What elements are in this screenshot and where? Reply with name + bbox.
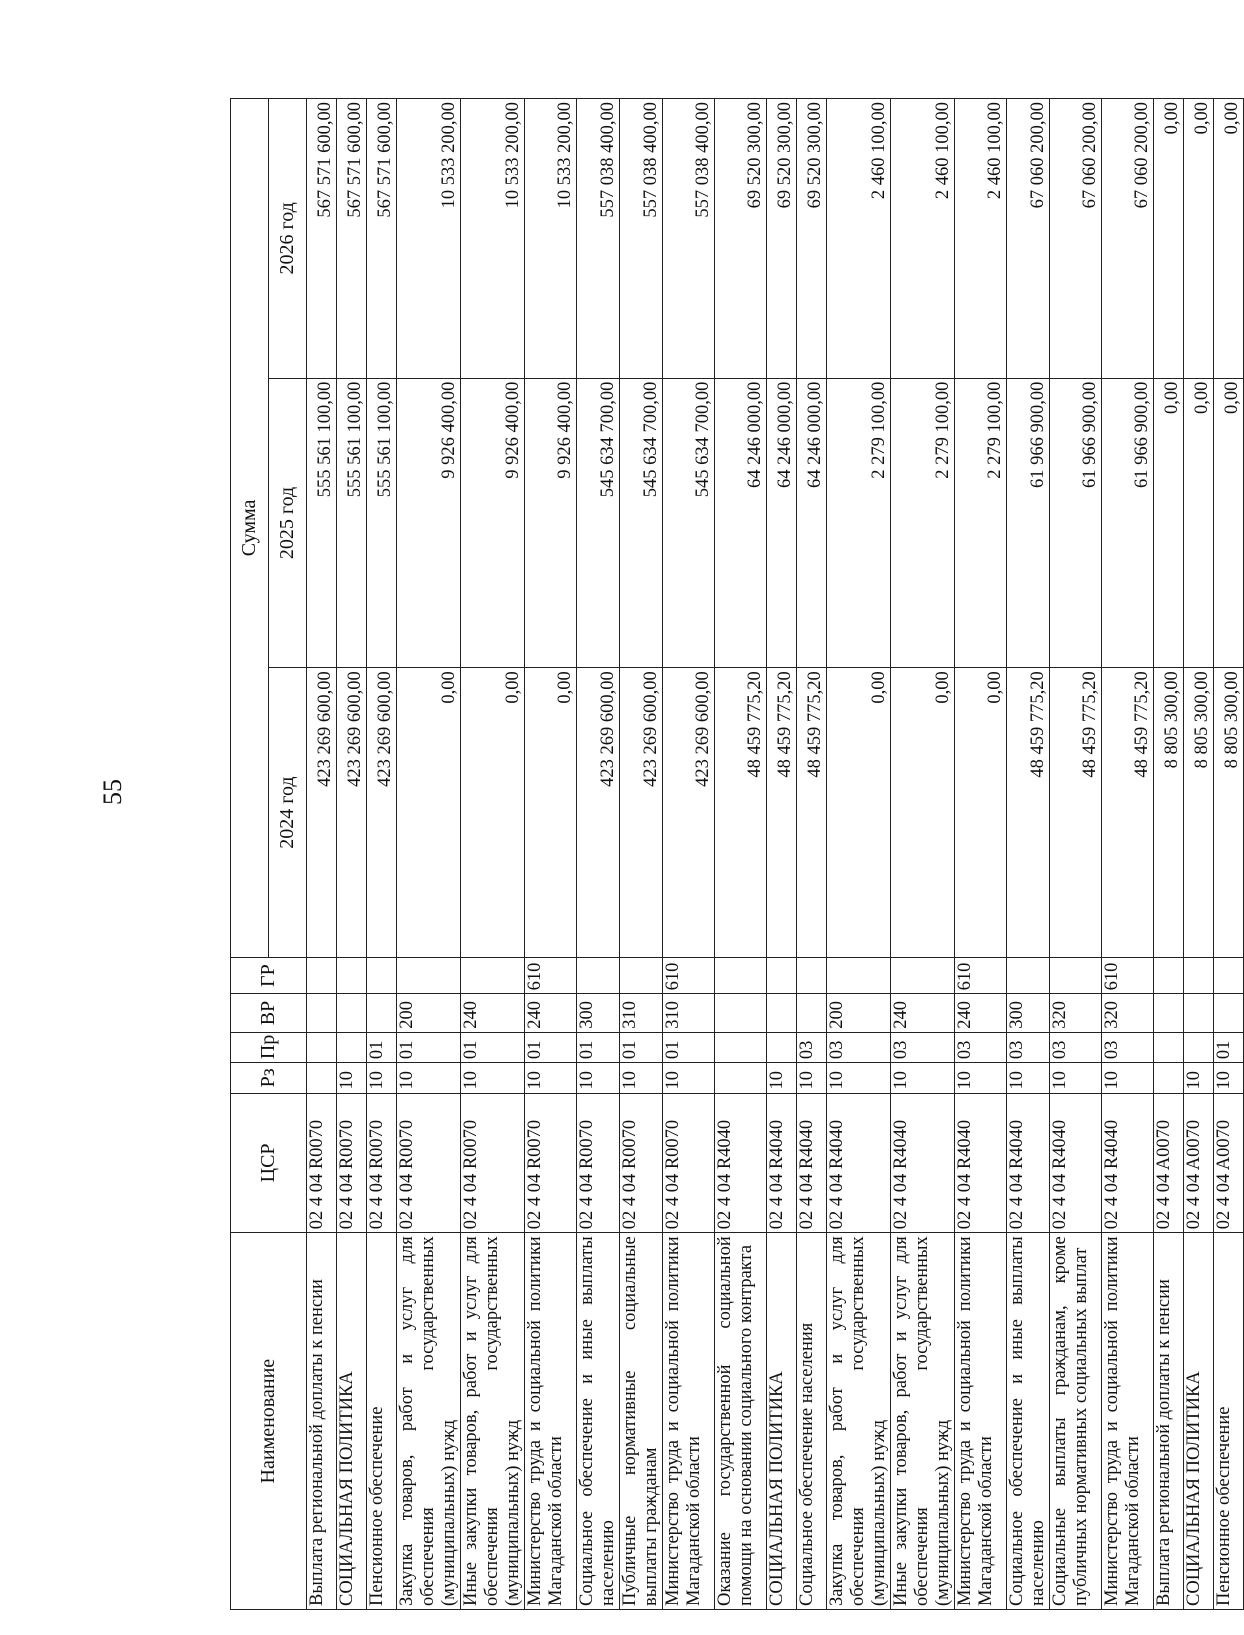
row-rz-cell: 10 — [1102, 1063, 1154, 1093]
row-vr-cell: 240 — [891, 994, 955, 1032]
row-vr-cell: 200 — [827, 994, 891, 1032]
row-vr-cell: 300 — [1007, 994, 1050, 1032]
row-2026-cell: 67 060 200,00 — [1007, 99, 1050, 379]
budget-table-container — [230, 98, 1242, 1610]
row-gr-cell — [620, 957, 663, 993]
row-2026-cell: 567 571 600,00 — [337, 99, 367, 379]
row-gr-cell — [367, 957, 397, 993]
row-rz-cell: 10 — [461, 1063, 525, 1093]
row-name-cell: Выплата региональной доплаты к пенсии — [307, 1233, 337, 1610]
row-csr-cell: 02 4 04 R0070 — [577, 1093, 620, 1233]
row-2026-cell: 69 520 300,00 — [715, 99, 767, 379]
row-csr-cell: 02 4 04 R0070 — [367, 1093, 397, 1233]
row-name-cell: Социальное обеспечение и иные выплаты населению — [577, 1233, 620, 1610]
row-2025-cell: 64 246 000,00 — [715, 378, 767, 668]
header-year-2025: 2025 год — [269, 378, 307, 668]
row-2024-cell: 48 459 775,20 — [1007, 668, 1050, 958]
row-csr-cell: 02 4 04 A0070 — [1154, 1093, 1184, 1233]
row-csr-cell: 02 4 04 R4040 — [715, 1093, 767, 1233]
row-vr-cell: 200 — [397, 994, 461, 1032]
row-vr-cell: 310 — [663, 994, 715, 1032]
table-row — [620, 99, 663, 1610]
row-name-cell: СОЦИАЛЬНАЯ ПОЛИТИКА — [337, 1233, 367, 1610]
row-2026-cell: 557 038 400,00 — [577, 99, 620, 379]
row-rz-cell: 10 — [797, 1063, 827, 1093]
row-gr-cell: 610 — [525, 957, 577, 993]
row-2025-cell: 2 279 100,00 — [827, 378, 891, 668]
row-csr-cell: 02 4 04 R0070 — [307, 1093, 337, 1233]
row-2024-cell: 0,00 — [955, 668, 1007, 958]
row-csr-cell: 02 4 04 R0070 — [525, 1093, 577, 1233]
row-2025-cell: 545 634 700,00 — [577, 378, 620, 668]
row-name-cell: Иные закупки товаров, работ и услуг для обеспечения государственных (муниципальных) нужд — [461, 1233, 525, 1610]
row-2025-cell: 61 966 900,00 — [1050, 378, 1102, 668]
header-pr: Пр — [231, 1032, 307, 1062]
row-vr-cell — [767, 994, 797, 1032]
row-gr-cell — [797, 957, 827, 993]
row-2025-cell: 64 246 000,00 — [767, 378, 797, 668]
row-2024-cell: 0,00 — [397, 668, 461, 958]
table-row — [767, 99, 797, 1610]
row-2025-cell: 0,00 — [1214, 378, 1244, 668]
table-row — [525, 99, 577, 1610]
row-name-cell: Министерство труда и социальной политики Магаданской области — [955, 1233, 1007, 1610]
row-2025-cell: 9 926 400,00 — [525, 378, 577, 668]
row-2025-cell: 545 634 700,00 — [620, 378, 663, 668]
row-pr-cell: 03 — [1102, 1032, 1154, 1062]
table-row — [663, 99, 715, 1610]
table-row — [891, 99, 955, 1610]
row-rz-cell: 10 — [367, 1063, 397, 1093]
row-2026-cell: 2 460 100,00 — [891, 99, 955, 379]
row-rz-cell: 10 — [397, 1063, 461, 1093]
row-2026-cell: 10 533 200,00 — [461, 99, 525, 379]
row-rz-cell — [307, 1063, 337, 1093]
row-2026-cell: 69 520 300,00 — [797, 99, 827, 379]
row-vr-cell — [1184, 994, 1214, 1032]
row-pr-cell: 01 — [525, 1032, 577, 1062]
row-csr-cell: 02 4 04 R4040 — [1007, 1093, 1050, 1233]
row-rz-cell — [715, 1063, 767, 1093]
row-rz-cell: 10 — [827, 1063, 891, 1093]
row-vr-cell: 240 — [525, 994, 577, 1032]
row-2024-cell: 8 805 300,00 — [1214, 668, 1244, 958]
row-2025-cell: 9 926 400,00 — [461, 378, 525, 668]
row-vr-cell: 300 — [577, 994, 620, 1032]
row-vr-cell: 320 — [1102, 994, 1154, 1032]
row-2025-cell: 555 561 100,00 — [337, 378, 367, 668]
row-pr-cell: 01 — [397, 1032, 461, 1062]
row-name-cell: Иные закупки товаров, работ и услуг для обеспечения государственных (муниципальных) нужд — [891, 1233, 955, 1610]
row-name-cell: СОЦИАЛЬНАЯ ПОЛИТИКА — [1184, 1233, 1214, 1610]
row-gr-cell — [827, 957, 891, 993]
row-2024-cell: 48 459 775,20 — [797, 668, 827, 958]
row-2026-cell: 69 520 300,00 — [767, 99, 797, 379]
row-2025-cell: 545 634 700,00 — [663, 378, 715, 668]
row-gr-cell — [1050, 957, 1102, 993]
row-rz-cell: 10 — [767, 1063, 797, 1093]
row-pr-cell: 01 — [663, 1032, 715, 1062]
header-csr: ЦСР — [231, 1093, 307, 1233]
row-csr-cell: 02 4 04 R0070 — [397, 1093, 461, 1233]
header-rz: Рз — [231, 1063, 307, 1093]
row-name-cell: Закупка товаров, работ и услуг для обеспечения государственных (муниципальных) нужд — [827, 1233, 891, 1610]
row-pr-cell — [337, 1032, 367, 1062]
row-2025-cell: 0,00 — [1154, 378, 1184, 668]
row-pr-cell: 03 — [827, 1032, 891, 1062]
table-row — [1154, 99, 1184, 1610]
row-csr-cell: 02 4 04 A0070 — [1184, 1093, 1214, 1233]
row-2025-cell: 0,00 — [1184, 378, 1214, 668]
row-gr-cell — [715, 957, 767, 993]
row-pr-cell: 01 — [620, 1032, 663, 1062]
table-row — [337, 99, 367, 1610]
row-2024-cell: 48 459 775,20 — [715, 668, 767, 958]
row-2026-cell: 557 038 400,00 — [620, 99, 663, 379]
row-2024-cell: 423 269 600,00 — [307, 668, 337, 958]
row-vr-cell: 240 — [955, 994, 1007, 1032]
row-csr-cell: 02 4 04 R4040 — [797, 1093, 827, 1233]
row-rz-cell: 10 — [1050, 1063, 1102, 1093]
row-2025-cell: 64 246 000,00 — [797, 378, 827, 668]
row-gr-cell — [891, 957, 955, 993]
row-gr-cell — [397, 957, 461, 993]
row-vr-cell: 240 — [461, 994, 525, 1032]
row-pr-cell: 03 — [1007, 1032, 1050, 1062]
row-csr-cell: 02 4 04 R4040 — [827, 1093, 891, 1233]
row-pr-cell — [307, 1032, 337, 1062]
row-csr-cell: 02 4 04 R4040 — [955, 1093, 1007, 1233]
row-csr-cell: 02 4 04 R0070 — [337, 1093, 367, 1233]
row-2024-cell: 48 459 775,20 — [767, 668, 797, 958]
row-rz-cell: 10 — [1184, 1063, 1214, 1093]
row-2024-cell: 0,00 — [525, 668, 577, 958]
table-row — [367, 99, 397, 1610]
row-gr-cell — [337, 957, 367, 993]
table-row — [1214, 99, 1244, 1610]
row-pr-cell — [715, 1032, 767, 1062]
row-gr-cell: 610 — [663, 957, 715, 993]
row-2024-cell: 0,00 — [891, 668, 955, 958]
row-name-cell: Министерство труда и социальной политики Магаданской области — [1102, 1233, 1154, 1610]
row-rz-cell: 10 — [891, 1063, 955, 1093]
row-2024-cell: 8 805 300,00 — [1184, 668, 1214, 958]
row-pr-cell — [767, 1032, 797, 1062]
row-vr-cell — [367, 994, 397, 1032]
row-2025-cell: 555 561 100,00 — [367, 378, 397, 668]
header-name: Наименование — [231, 1233, 307, 1610]
table-row — [955, 99, 1007, 1610]
row-csr-cell: 02 4 04 R0070 — [461, 1093, 525, 1233]
row-name-cell: Закупка товаров, работ и услуг для обеспечения государственных (муниципальных) нужд — [397, 1233, 461, 1610]
header-year-2024: 2024 год — [269, 668, 307, 958]
row-name-cell: Публичные нормативные социальные выплаты гражданам — [620, 1233, 663, 1610]
row-vr-cell: 310 — [620, 994, 663, 1032]
row-2026-cell: 567 571 600,00 — [367, 99, 397, 379]
row-2026-cell: 557 038 400,00 — [663, 99, 715, 379]
header-year-2026: 2026 год — [269, 99, 307, 379]
row-rz-cell: 10 — [955, 1063, 1007, 1093]
row-rz-cell: 10 — [525, 1063, 577, 1093]
table-row — [797, 99, 827, 1610]
header-gr: ГР — [231, 957, 307, 993]
row-pr-cell: 01 — [461, 1032, 525, 1062]
row-rz-cell: 10 — [1214, 1063, 1244, 1093]
table-row — [397, 99, 461, 1610]
row-name-cell: Министерство труда и социальной политики Магаданской области — [525, 1233, 577, 1610]
row-pr-cell — [1184, 1032, 1214, 1062]
row-name-cell: Оказание государственной социальной помощи на основании социального контракта — [715, 1233, 767, 1610]
row-csr-cell: 02 4 04 R4040 — [767, 1093, 797, 1233]
row-2026-cell: 67 060 200,00 — [1102, 99, 1154, 379]
row-2024-cell: 423 269 600,00 — [620, 668, 663, 958]
row-2026-cell: 2 460 100,00 — [955, 99, 1007, 379]
row-2026-cell: 10 533 200,00 — [525, 99, 577, 379]
row-name-cell: Социальные выплаты гражданам, кроме публичных нормативных социальных выплат — [1050, 1233, 1102, 1610]
row-2026-cell: 0,00 — [1214, 99, 1244, 379]
row-2025-cell: 2 279 100,00 — [955, 378, 1007, 668]
row-gr-cell — [1154, 957, 1184, 993]
row-rz-cell: 10 — [337, 1063, 367, 1093]
table-row — [715, 99, 767, 1610]
header-sum: Сумма — [231, 99, 269, 958]
row-2024-cell: 48 459 775,20 — [1050, 668, 1102, 958]
row-csr-cell: 02 4 04 R4040 — [1050, 1093, 1102, 1233]
row-vr-cell — [337, 994, 367, 1032]
page-number: 55 — [98, 779, 127, 805]
row-csr-cell: 02 4 04 R0070 — [663, 1093, 715, 1233]
row-pr-cell: 03 — [891, 1032, 955, 1062]
row-rz-cell: 10 — [620, 1063, 663, 1093]
row-gr-cell — [1214, 957, 1244, 993]
table-row — [461, 99, 525, 1610]
row-csr-cell: 02 4 04 A0070 — [1214, 1093, 1244, 1233]
row-2024-cell: 0,00 — [827, 668, 891, 958]
row-2024-cell: 0,00 — [461, 668, 525, 958]
row-2026-cell: 10 533 200,00 — [397, 99, 461, 379]
row-vr-cell — [715, 994, 767, 1032]
row-gr-cell — [767, 957, 797, 993]
table-row — [1007, 99, 1050, 1610]
row-2025-cell: 9 926 400,00 — [397, 378, 461, 668]
row-name-cell: Пенсионное обеспечение — [1214, 1233, 1244, 1610]
row-vr-cell: 320 — [1050, 994, 1102, 1032]
row-vr-cell — [797, 994, 827, 1032]
row-gr-cell — [307, 957, 337, 993]
row-2024-cell: 423 269 600,00 — [663, 668, 715, 958]
row-name-cell: Социальное обеспечение населения — [797, 1233, 827, 1610]
row-pr-cell — [1154, 1032, 1184, 1062]
table-row — [1102, 99, 1154, 1610]
row-rz-cell: 10 — [663, 1063, 715, 1093]
row-2026-cell: 2 460 100,00 — [827, 99, 891, 379]
row-csr-cell: 02 4 04 R0070 — [620, 1093, 663, 1233]
row-2026-cell: 567 571 600,00 — [307, 99, 337, 379]
row-gr-cell — [1184, 957, 1214, 993]
table-row — [1050, 99, 1102, 1610]
row-pr-cell: 01 — [577, 1032, 620, 1062]
row-2025-cell: 2 279 100,00 — [891, 378, 955, 668]
row-pr-cell: 03 — [955, 1032, 1007, 1062]
row-2024-cell: 423 269 600,00 — [577, 668, 620, 958]
row-vr-cell — [1214, 994, 1244, 1032]
row-2026-cell: 67 060 200,00 — [1050, 99, 1102, 379]
row-vr-cell — [1154, 994, 1184, 1032]
row-2026-cell: 0,00 — [1154, 99, 1184, 379]
table-row — [307, 99, 337, 1610]
table-body — [307, 99, 1244, 1610]
row-2024-cell: 423 269 600,00 — [367, 668, 397, 958]
budget-table — [230, 98, 1244, 1610]
row-gr-cell — [461, 957, 525, 993]
row-2025-cell: 555 561 100,00 — [307, 378, 337, 668]
row-vr-cell — [307, 994, 337, 1032]
row-pr-cell: 01 — [1214, 1032, 1244, 1062]
row-pr-cell: 03 — [1050, 1032, 1102, 1062]
row-gr-cell: 610 — [1102, 957, 1154, 993]
row-2025-cell: 61 966 900,00 — [1007, 378, 1050, 668]
table-row — [1184, 99, 1214, 1610]
row-rz-cell — [1154, 1063, 1184, 1093]
row-2026-cell: 0,00 — [1184, 99, 1214, 379]
row-name-cell: Пенсионное обеспечение — [367, 1233, 397, 1610]
row-pr-cell: 03 — [797, 1032, 827, 1062]
row-pr-cell: 01 — [367, 1032, 397, 1062]
row-csr-cell: 02 4 04 R4040 — [891, 1093, 955, 1233]
row-2025-cell: 61 966 900,00 — [1102, 378, 1154, 668]
table-row — [577, 99, 620, 1610]
row-2024-cell: 8 805 300,00 — [1154, 668, 1184, 958]
table-row — [827, 99, 891, 1610]
row-2024-cell: 48 459 775,20 — [1102, 668, 1154, 958]
row-gr-cell: 610 — [955, 957, 1007, 993]
row-name-cell: Выплата региональной доплаты к пенсии — [1154, 1233, 1184, 1610]
row-rz-cell: 10 — [577, 1063, 620, 1093]
row-name-cell: СОЦИАЛЬНАЯ ПОЛИТИКА — [767, 1233, 797, 1610]
row-gr-cell — [577, 957, 620, 993]
row-name-cell: Социальное обеспечение и иные выплаты населению — [1007, 1233, 1050, 1610]
row-gr-cell — [1007, 957, 1050, 993]
header-vr: ВР — [231, 994, 307, 1032]
row-rz-cell: 10 — [1007, 1063, 1050, 1093]
row-name-cell: Министерство труда и социальной политики Магаданской области — [663, 1233, 715, 1610]
row-2024-cell: 423 269 600,00 — [337, 668, 367, 958]
row-csr-cell: 02 4 04 R4040 — [1102, 1093, 1154, 1233]
